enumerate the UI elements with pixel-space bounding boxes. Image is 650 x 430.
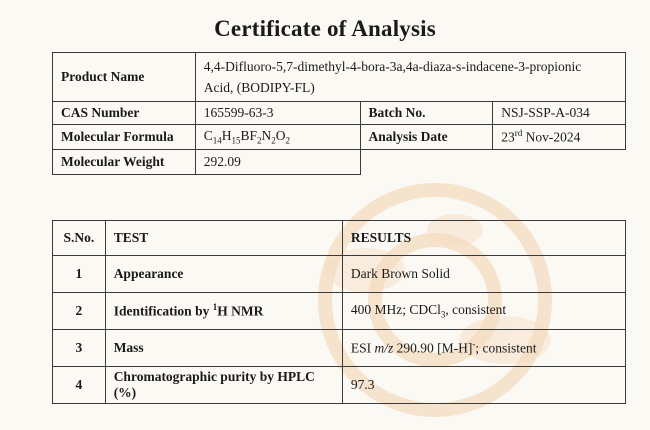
table-row bbox=[53, 367, 626, 404]
test-name: Mass bbox=[105, 330, 342, 367]
table-row bbox=[53, 293, 626, 330]
row-number: 3 bbox=[53, 330, 106, 367]
empty-cell bbox=[360, 150, 625, 175]
product-name-line1: 4,4-Difluoro-5,7-dimethyl-4-bora-3a,4a-diaza-s-indacene-3-propionic bbox=[203, 59, 582, 74]
product-name-line2: Acid, (BODIPY-FL) bbox=[203, 80, 315, 95]
cas-row bbox=[53, 102, 626, 125]
formula-value: $C_{14}H_{15}BF_2N_2O_2$ bbox=[195, 125, 360, 150]
table-row bbox=[53, 330, 626, 367]
batch-value: NSJ-SSP-A-034 bbox=[493, 102, 626, 125]
analysis-date-value: 23rd Nov-2024 bbox=[493, 125, 626, 150]
formula-label: Molecular Formula bbox=[53, 125, 196, 150]
formula-row bbox=[53, 125, 626, 150]
weight-row bbox=[53, 150, 626, 175]
document-title: Certificate of Analysis bbox=[214, 16, 436, 41]
cas-label: CAS Number bbox=[53, 102, 196, 125]
row-number: 1 bbox=[53, 256, 106, 293]
row-number: 4 bbox=[53, 367, 106, 404]
test-result: Dark Brown Solid bbox=[342, 256, 625, 293]
test-name: Chromatographic purity by HPLC (%) bbox=[105, 367, 342, 404]
test-result: 97.3 bbox=[342, 367, 625, 404]
product-name-label: Product Name bbox=[53, 53, 196, 102]
product-name-value bbox=[195, 53, 625, 102]
table-row bbox=[53, 256, 626, 293]
cas-value: 165599-63-3 bbox=[195, 102, 360, 125]
test-name: Identification by $^1$H NMR bbox=[105, 293, 342, 330]
test-results-table bbox=[52, 220, 626, 404]
product-name-row bbox=[53, 53, 626, 102]
batch-label: Batch No. bbox=[360, 102, 493, 125]
test-header: TEST bbox=[105, 221, 342, 256]
results-header: RESULTS bbox=[342, 221, 625, 256]
analysis-date-label: Analysis Date bbox=[360, 125, 493, 150]
header-row bbox=[53, 221, 626, 256]
sno-header: S.No. bbox=[53, 221, 106, 256]
row-number: 2 bbox=[53, 293, 106, 330]
weight-value: 292.09 bbox=[195, 150, 360, 175]
weight-label: Molecular Weight bbox=[53, 150, 196, 175]
test-result: 400 MHz; CDCl$_3$, consistent bbox=[342, 293, 625, 330]
product-info-table bbox=[52, 52, 626, 175]
test-result: ESI m/z 290.90 [M-H]-; consistent bbox=[342, 330, 625, 367]
test-name: Appearance bbox=[105, 256, 342, 293]
